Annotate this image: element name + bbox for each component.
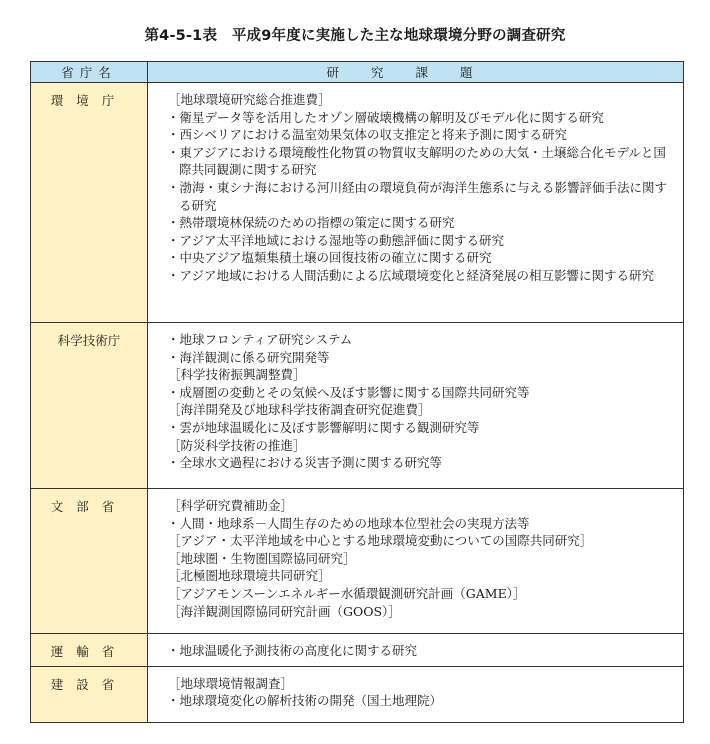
table-body xyxy=(31,83,684,723)
research-topic: ・熱帯環境林保続のための指標の策定に関する研究 xyxy=(167,215,455,231)
budget-category: ［海洋開発及び地球科学技術調査研究促進費］ xyxy=(168,402,431,418)
topics-cell xyxy=(148,634,684,667)
research-table xyxy=(30,61,684,723)
research-topic: ・中央アジア塩類集積土壌の回復技術の確立に関する研究 xyxy=(167,250,492,266)
research-topic: ・東アジアにおける環境酸性化物質の物質収支解明のための大気・土壌総合化モデルと国際共同観測に関する研究 xyxy=(167,144,666,178)
ministry-cell xyxy=(31,323,148,489)
table-row xyxy=(31,323,684,489)
research-topic: ・全球水文過程における災害予測に関する研究等 xyxy=(167,455,443,471)
ministry-name: 環境庁 xyxy=(50,93,128,108)
ministry-cell xyxy=(31,666,148,722)
table-row xyxy=(31,666,684,722)
research-topic: ・成層圏の変動とその気候へ及ぼす影響に関する国際共同研究等 xyxy=(167,384,530,400)
table-row xyxy=(31,634,684,667)
research-topic: ・海洋観測に係る研究開発等 xyxy=(167,349,330,365)
research-topic: ・地球フロンティア研究システム xyxy=(167,332,353,347)
ministry-cell xyxy=(31,489,148,634)
budget-category: ［アジア・太平洋地域を中心とする地球環境変動についての国際共同研究］ xyxy=(168,533,593,549)
header-topics: 研究課題 xyxy=(148,62,684,83)
budget-category: ［地球環境研究総合推進費］ xyxy=(168,92,331,107)
page-title: 第4-5-1表 平成9年度に実施した主な地球環境分野の調査研究 xyxy=(144,28,566,44)
ministry-cell xyxy=(31,83,148,323)
research-topic: ・地球環境変化の解析技術の開発（国土地理院） xyxy=(167,693,443,709)
ministry-name: 文部省 xyxy=(50,499,128,514)
research-topic: ・アジア地域における人間活動による広域環境変化と経済発展の相互影響に関する研究 xyxy=(167,267,655,283)
research-topic: ・地球温暖化予測技術の高度化に関する研究 xyxy=(167,643,418,658)
header-ministry: 省庁名 xyxy=(31,62,148,83)
research-topic: ・雲が地球温暖化に及ぼす影響解明に関する観測研究等 xyxy=(167,419,480,435)
ministry-cell xyxy=(31,634,148,667)
research-topic: ・西シベリアにおける温室効果気体の収支推定と将来予測に関する研究 xyxy=(167,127,568,143)
topics-cell xyxy=(148,489,684,634)
table-row xyxy=(31,83,684,323)
ministry-name: 科学技術庁 xyxy=(57,333,121,348)
budget-category: ［防災科学技術の推進］ xyxy=(168,437,306,453)
budget-category: ［地球圏・生物圏国際協同研究］ xyxy=(168,550,356,566)
budget-category: ［科学技術振興調整費］ xyxy=(168,367,306,383)
ministry-name: 運輸省 xyxy=(50,644,128,659)
budget-category: ［北極圏地球環境共同研究］ xyxy=(168,568,331,584)
budget-category: ［科学研究費補助金］ xyxy=(168,498,294,513)
table-header-row xyxy=(31,62,684,83)
budget-category: ［海洋観測国際協同研究計画（GOOS）］ xyxy=(168,603,401,619)
topics-cell xyxy=(148,666,684,722)
research-topic: ・衛星データ等を活用したオゾン層破壊機構の解明及びモデル化に関する研究 xyxy=(167,109,604,125)
research-topic: ・渤海・東シナ海における河川経由の環境負荷が海洋生態系に与える影響評価手法に関する研究 xyxy=(167,179,668,213)
table-row xyxy=(31,489,684,634)
budget-category: ［アジアモンスーンエネルギー水循環観測研究計画（GAME）］ xyxy=(168,585,526,601)
research-topic: ・人間・地球系－人間生存のための地球本位型社会の実現方法等 xyxy=(167,515,530,531)
topics-cell xyxy=(148,83,684,323)
topics-cell xyxy=(148,323,684,489)
budget-category: ［地球環境情報調査］ xyxy=(168,675,294,691)
research-topic: ・アジア太平洋地域における湿地等の動態評価に関する研究 xyxy=(167,232,505,248)
ministry-name: 建設省 xyxy=(50,676,128,692)
